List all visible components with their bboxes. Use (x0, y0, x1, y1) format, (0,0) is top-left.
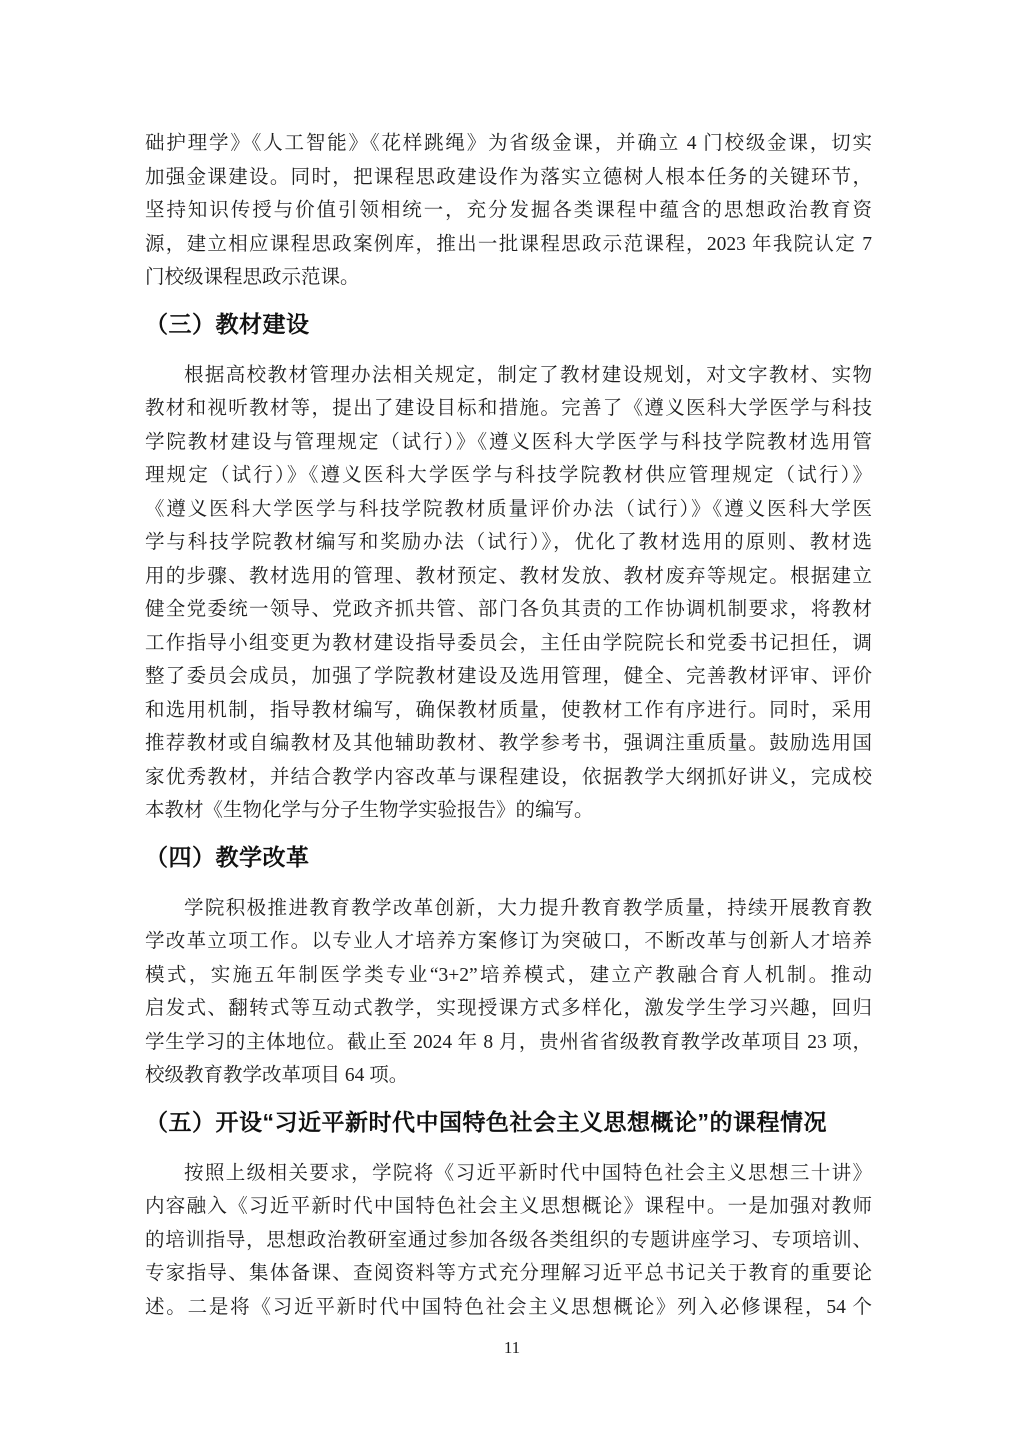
section-course-offering (145, 1105, 872, 1325)
paragraph: 学院积极推进教育教学改革创新，大力提升教育教学质量，持续开展教育教 学改革立项工作。以专业人才培养方案修订为突破口，不断改革与创新人才培养 模式，实施五年制医学类专业“3+2”培养模式，建立产教融合育人机制。推动 启发式、翻转式等互动式教学，实现授课方式多样化，激发学生学习兴趣，回归 学生学习的主体地位。截止至 2024 年 8 月，贵州省省级教育教学改革项目 23 项， 校级教育教学改革项目 64 项。 (145, 897, 872, 1086)
section-heading-5: （五）开设“习近平新时代中国特色社会主义思想概论”的课程情况 (145, 1108, 827, 1135)
page-content (145, 127, 872, 1324)
section-teaching-reform (145, 840, 872, 1093)
section-heading-4: （四）教学改革 (145, 843, 310, 870)
paragraph: 按照上级相关要求，学院将《习近平新时代中国特色社会主义思想三十讲》 内容融入《习近平新时代中国特色社会主义思想概论》课程中。一是加强对教师 的培训指导，思想政治教研室通过参加各级各类组织的专题讲座学习、专项培训、 专家指导、集体备课、查阅资料等方式充分理解习近平总书记关于教育的重要论 述。二是将《习近平新时代中国特色社会主义思想概论》列入必修课程，54 个 (145, 1162, 872, 1318)
section-heading-3: （三）教材建设 (145, 310, 310, 337)
paragraph-continuation: 础护理学》《人工智能》《花样跳绳》为省级金课，并确立 4 门校级金课，切实 加强金课建设。同时，把课程思政建设作为落实立德树人根本任务的关键环节， 坚持知识传授与价值引领相统一，充分发掘各类课程中蕴含的思想政治教育资 源，建立相应课程思政案例库，推出一批课程思政示范课程，2023 年我院认定 7 门校级课程思政示范课。 (145, 133, 872, 288)
page-footer (0, 1338, 1024, 1358)
section-textbook-construction (145, 307, 872, 828)
page-number: 11 (503, 1338, 521, 1357)
paragraph: 根据高校教材管理办法相关规定，制定了教材建设规划，对文字教材、实物 教材和视听教材等，提出了建设目标和措施。完善了《遵义医科大学医学与科技 学院教材建设与管理规定（试行）》《遵义医科大学医学与科技学院教材选用管 理规定（试行）》《遵义医科大学医学与科技学院教材供应管理规定（试行）》 《遵义医科大学医学与科技学院教材质量评价办法（试行）》《遵义医科大学医 学与科技学院教材编写和奖励办法（试行）》，优化了教材选用的原则、教材选 用的步骤、教材选用的管理、教材预定、教材发放、教材废弃等规定。根据建立 健全党委统一领导、党政齐抓共管、部门各负其责的工作协调机制要求，将教材 工作指导小组变更为教材建设指导委员会，主任由学院院长和党委书记担任，调 整了委员会成员，加强了学院教材建设及选用管理，健全、完善教材评审、评价 和选用机制，指导教材编写，确保教材质量，使教材工作有序进行。同时，采用 推荐教材或自编教材及其他辅助教材、教学参考书，强调注重质量。鼓励选用国 家优秀教材，并结合教学内容改革与课程建设，依据教学大纲抓好讲义，完成校 本教材《生物化学与分子生物学实验报告》的编写。 (145, 364, 872, 821)
